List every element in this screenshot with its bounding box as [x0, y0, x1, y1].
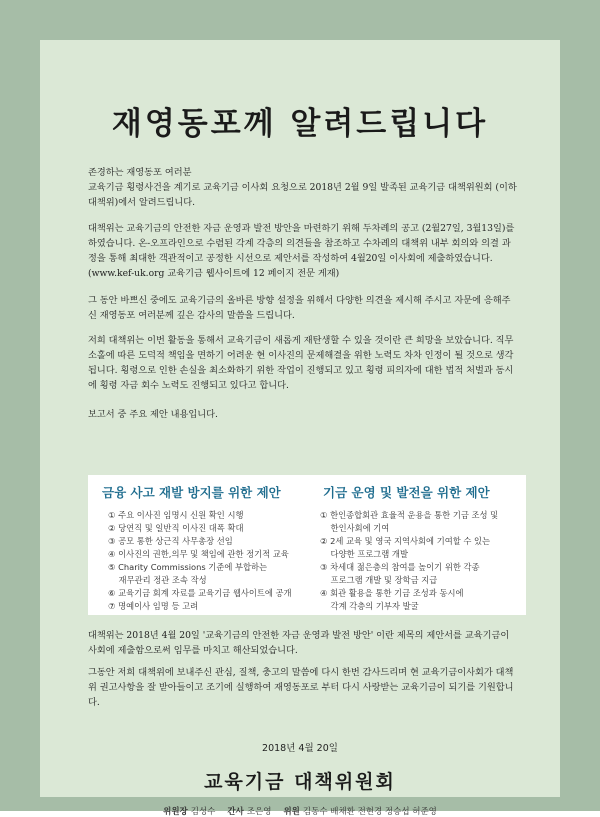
closing-paragraph: 그동안 저희 대책위에 보내주신 관심, 질책, 충고의 말씀에 다시 한번 감사드리며 현 교육기금이사회가 대책위 권고사항을 잘 받아들이고 조기에 실행하여 재영동포로 부터 다시 사랑받는 교육기금이 되기를 기원합니다. — [88, 667, 514, 708]
notice-panel — [40, 40, 560, 817]
page-title: 재영동포께 알려드립니다 — [111, 106, 489, 142]
list-item: ② 당연직 및 일반직 이사진 대폭 확대 — [108, 523, 244, 533]
notice-date: 2018년 4월 20일 — [262, 743, 338, 754]
list-item: ⑦ 명예이사 임명 등 고려 — [108, 601, 199, 611]
list-item: ① 주요 이사진 임명시 신원 확인 시행 — [108, 510, 244, 520]
list-item: ② 2세 교육 및 영국 지역사회에 기여할 수 있는 — [320, 536, 491, 546]
list-item: ③ 차세대 젊은층의 참여를 높이기 위한 각종 — [320, 562, 480, 572]
list-item: 다양한 프로그램 개발 — [320, 549, 408, 559]
secretary-name: 조은영 — [246, 807, 272, 817]
organization-name: 교육기금 대책위원회 — [204, 771, 396, 793]
list-item: ① 한인종합회관 효율적 운용을 통한 기금 조성 및 — [320, 510, 499, 520]
list-item: 재무관리 정관 조속 작성 — [108, 575, 207, 585]
list-item: 한인사회에 기여 — [320, 523, 390, 533]
left-proposal-title: 금융 사고 재발 방지를 위한 제안 — [102, 485, 281, 500]
chair-role-label: 위원장 — [163, 807, 188, 817]
thanks-paragraph: 그 동안 바쁘신 중에도 교육기금의 올바른 방향 설정을 위해서 다양한 의견을 제시해 주시고 자문에 응해주신 재영동포 여러분께 깊은 감사의 말씀을 드립니다. — [88, 295, 511, 321]
dissolution-paragraph: 대책위는 2018년 4월 20일 '교육기금의 안전한 자금 운영과 발전 방안' 이란 제목의 제안서를 교육기금이사회에 제출함으로써 임무를 마치고 해산되었습니다. — [88, 630, 510, 656]
left-proposal-list — [108, 509, 292, 613]
secretary-role-label: 간사 — [227, 807, 244, 817]
list-item: 프로그램 개발 및 장학금 지급 — [320, 575, 438, 585]
list-item: ④ 회관 활용을 통한 기금 조성과 동시에 — [320, 588, 464, 598]
right-proposal-list — [320, 509, 498, 613]
list-item: ⑤ Charity Commissions 기준에 부합하는 — [108, 562, 268, 572]
chair-name: 김성수 — [190, 807, 216, 817]
member-list — [40, 805, 560, 817]
member-names: 김동수 배채환 전현경 정승섭 허준영 — [302, 807, 437, 817]
greeting-paragraph: 존경하는 재영동포 여러분 교육기금 횡령사건을 계기로 교육기금 이사회 요청으로 2018년 2월 9일 발족된 교육기금 대책위원회 (이하 대책위)에서 알려드립니다. — [88, 167, 517, 208]
list-item: ③ 공모 통한 상근직 사무총장 선임 — [108, 536, 233, 546]
committee-activity-paragraph: 대책위는 교육기금의 안전한 자금 운영과 발전 방안을 마련하기 위해 두차례의 공고 (2월27일, 3월13일)를 하였습니다. 온-오프라인으로 수렴된 각계 각층의 의견들을 참조하고 수차례의 대책위 내부 회의와 의결 과정을 통해 최대한 객관적이고 공정한 시선으로 제안서를 작성하여 4월20일 이사회에 제출하였습니다. (www.kef-uk.org 교육기금 웹사이트에 12 페이지 전문 게재) — [88, 223, 515, 279]
right-proposal-title: 기금 운영 및 발전을 위한 제안 — [323, 485, 490, 500]
list-item: ⑥ 교육기금 회계 자료를 교육기금 웹사이트에 공개 — [108, 588, 292, 598]
proposal-box — [88, 475, 526, 615]
proposal-intro: 보고서 중 주요 제안 내용입니다. — [88, 409, 218, 420]
member-role-label: 위원 — [283, 807, 300, 817]
list-item: ④ 이사진의 권한,의무 및 책임에 관한 정기적 교육 — [108, 549, 289, 559]
hope-paragraph: 저희 대책위는 이번 활동을 통해서 교육기금이 새롭게 재탄생할 수 있을 것이란 큰 희망을 보았습니다. 직무 소홀에 따른 도덕적 책임을 면하기 어려운 현 이사진의 문제해결을 위한 노력도 차차 인정이 될 것으로 생각됩니다. 횡령으로 인한 손실을 최소화하기 위한 작업이 진행되고 있고 횡령 피의자에 대한 법적 처벌과 동시에 횡령 자금 회수 노력도 진행되고 있다고 합니다. — [88, 335, 514, 391]
list-item: 각계 각층의 기부자 발굴 — [320, 601, 419, 611]
